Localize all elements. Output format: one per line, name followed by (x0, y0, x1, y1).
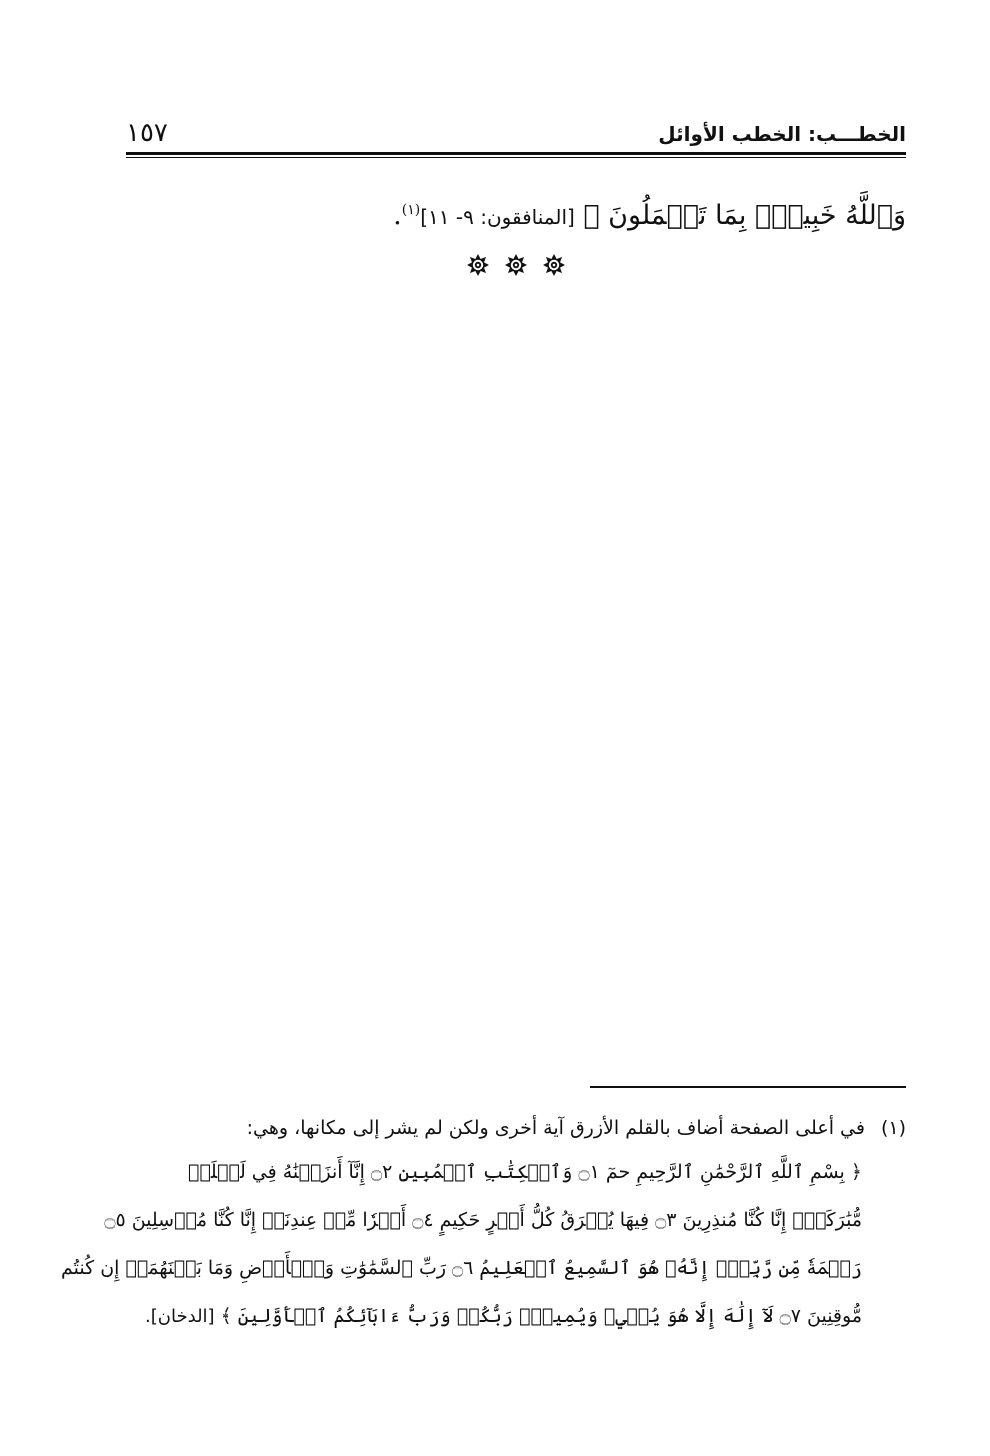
header-rule-thin (126, 157, 906, 158)
verse-end: . (393, 200, 402, 231)
footnote-rule (590, 1086, 906, 1088)
footnote-intro (126, 1108, 906, 1148)
star-ornament-icon (466, 253, 490, 277)
verse-text: وَٱللَّهُ خَبِيرُۢ بِمَا تَعۡمَلُونَ ﴾ (583, 200, 906, 231)
footnote (61, 1108, 906, 1341)
page-number: ١٥٧ (126, 118, 168, 148)
footnote-quran-quote (61, 1148, 862, 1341)
verse-citation: [المنافقون: ٩- ١١] (420, 205, 575, 229)
footnote-reference: (١) (401, 202, 421, 218)
star-ornament-icon (504, 253, 528, 277)
footnote-source: [الدخان]. (145, 1306, 215, 1327)
section-separator (466, 250, 566, 280)
quran-line: ﴿ بِسْمِ ٱللَّهِ ٱلرَّحْمَٰنِ ٱلرَّحِيمِ حمٓ ۝١ وَٱلۡكِتَٰبِ ٱلۡمُبِينِ ۝٢ إِنَّآ أَنزَلۡنَٰهُ فِي لَيۡلَةٖ (188, 1161, 862, 1183)
footnote-intro-text: في أعلى الصفحة أضاف بالقلم الأزرق آية أخرى ولكن لم يشر إلى مكانها، وهي: (246, 1117, 865, 1139)
quran-line-text: مُّوقِنِينَ ۝٧ لَآ إِلَٰهَ إِلَّا هُوَ يُحۡيِۦ وَيُمِيتُۖ رَبُّكُمۡ وَرَبُّ ءَابَآئِكُمُ ٱلۡأَوَّلِينَ ﴾ (220, 1305, 862, 1327)
verse-line (126, 188, 906, 239)
footnote-number: (١) (880, 1117, 906, 1139)
header-rule (126, 152, 906, 155)
quran-line: رَحۡمَةٗ مِّن رَّبِّكَۚ إِنَّهُۥ هُوَ ٱلسَّمِيعُ ٱلۡعَلِيمُ ۝٦ رَبِّ ٱلسَّمَٰوَٰتِ وَٱلۡأَرۡضِ وَمَا بَيۡنَهُمَآۖ إِن كُنتُم (61, 1257, 862, 1279)
quran-line-last (126, 1292, 862, 1341)
running-title: الخطـــب: الخطب الأوائل (658, 122, 906, 146)
quran-line: مُّبَٰرَكَةٍۚ إِنَّا كُنَّا مُنذِرِينَ ۝٣ فِيهَا يُفۡرَقُ كُلُّ أَمۡرٍ حَكِيمٍ ۝٤ أَمۡرٗا مِّنۡ عِندِنَآۚ إِنَّا كُنَّا مُرۡسِلِينَ ۝٥ (104, 1209, 862, 1231)
star-ornament-icon (542, 253, 566, 277)
